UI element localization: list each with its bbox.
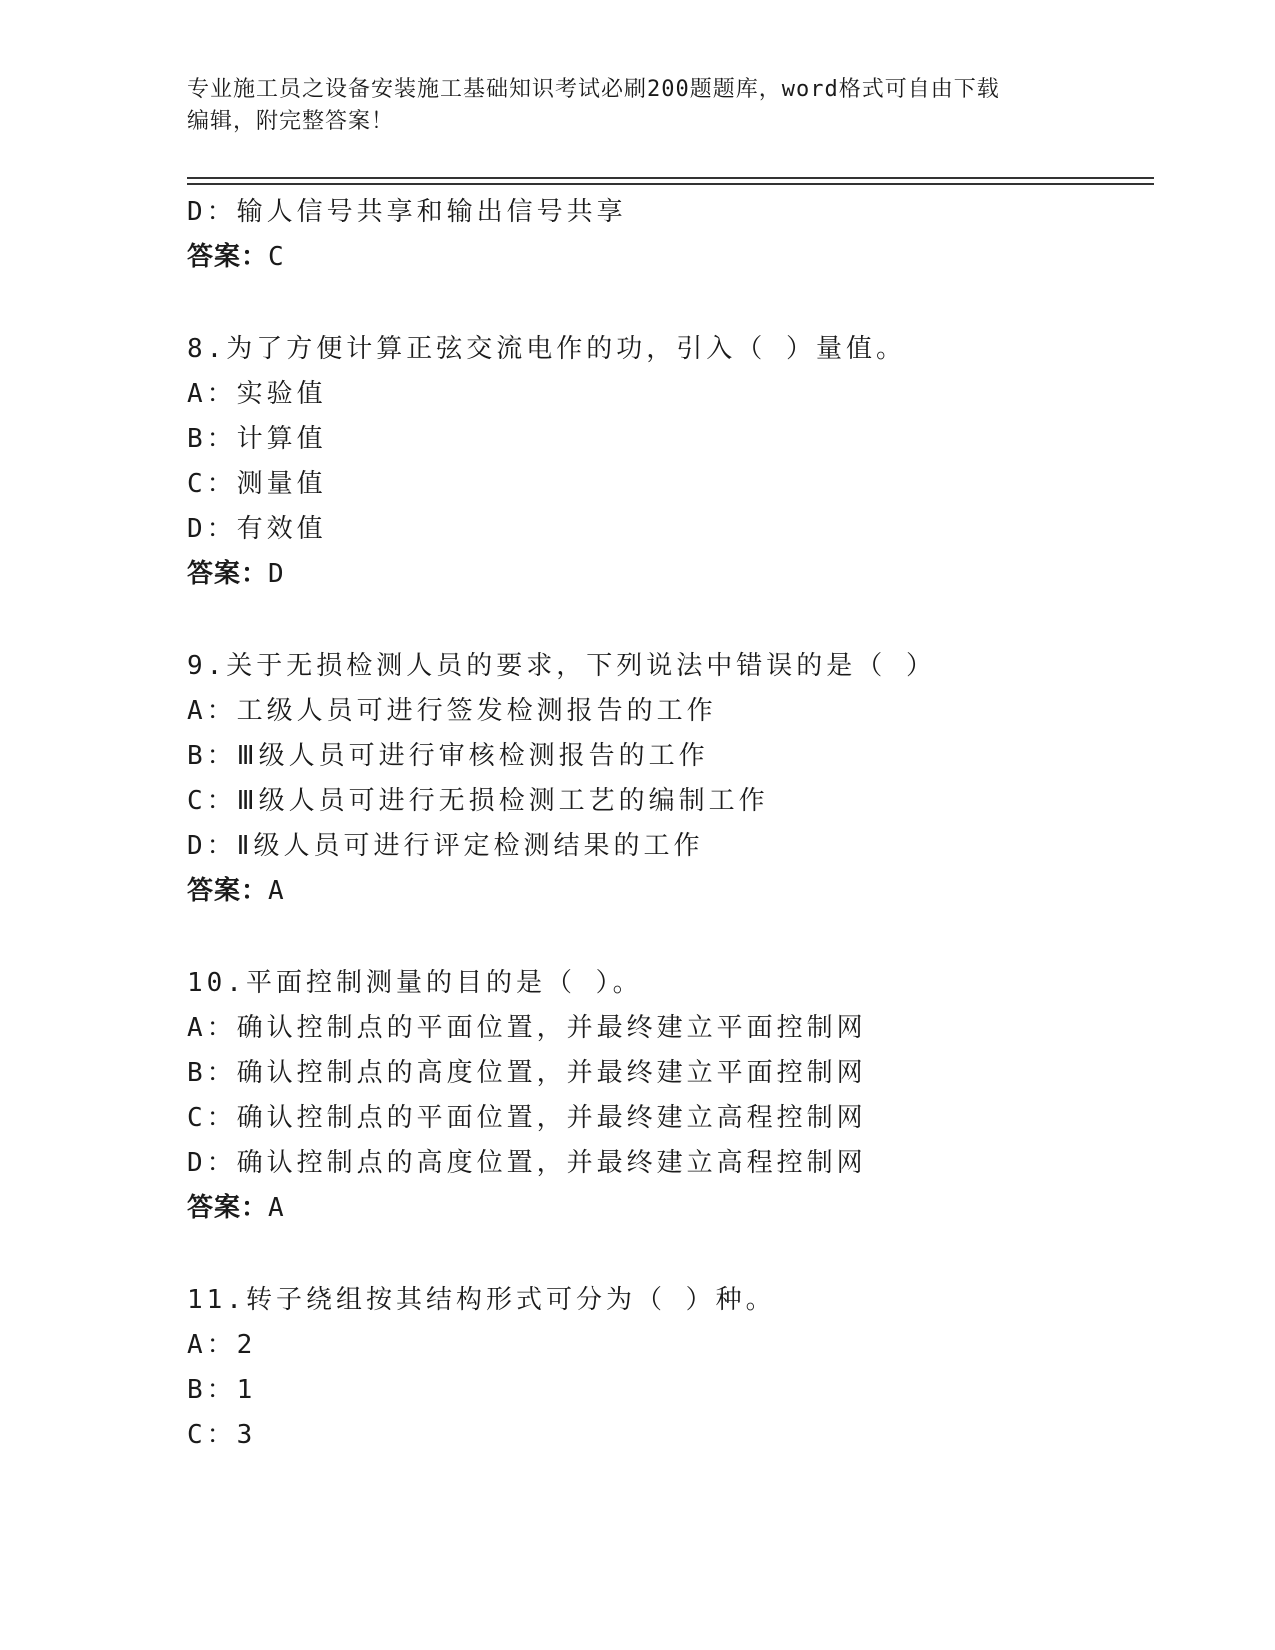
- answer-value: A: [268, 876, 285, 906]
- option-d: D：输人信号共享和输出信号共享: [187, 197, 627, 227]
- answer-label: 答案：: [187, 242, 269, 272]
- option-b: B：1: [187, 1375, 257, 1405]
- question-7-carryover: [187, 190, 1147, 280]
- question-11: [187, 1278, 1147, 1458]
- question-8: [187, 327, 1147, 597]
- answer-value: A: [268, 1193, 285, 1223]
- answer-line: [187, 869, 1147, 914]
- option-c: C：Ⅲ级人员可进行无损检测工艺的编制工作: [187, 786, 769, 816]
- option-b: B：Ⅲ级人员可进行审核检测报告的工作: [187, 741, 709, 771]
- option-c: C：3: [187, 1420, 257, 1450]
- answer-label: 答案：: [187, 559, 269, 589]
- header-divider-bottom: [187, 183, 1154, 185]
- answer-value: D: [268, 559, 285, 589]
- question-separator: [187, 1231, 1147, 1278]
- option-d: D：Ⅱ级人员可进行评定检测结果的工作: [187, 831, 704, 861]
- question-9: [187, 644, 1147, 914]
- header-title-line2: 编辑，附完整答案！: [187, 109, 395, 134]
- answer-line: [187, 1186, 1147, 1231]
- header-title-line1: 专业施工员之设备安装施工基础知识考试必刷200题题库，word格式可自由下载: [187, 77, 1000, 102]
- option-b: B：确认控制点的高度位置，并最终建立平面控制网: [187, 1058, 867, 1088]
- option-d: D：确认控制点的高度位置，并最终建立高程控制网: [187, 1148, 867, 1178]
- question-10: [187, 961, 1147, 1231]
- option-c: C：确认控制点的平面位置，并最终建立高程控制网: [187, 1103, 867, 1133]
- question-stem: 8.为了方便计算正弦交流电作的功，引入（ ）量值。: [187, 334, 906, 364]
- question-stem: 9.关于无损检测人员的要求，下列说法中错误的是（ ）: [187, 651, 936, 681]
- question-separator: [187, 597, 1147, 644]
- question-stem: 10.平面控制测量的目的是（ ）。: [187, 968, 643, 998]
- option-a: A：2: [187, 1330, 257, 1360]
- document-header: [187, 74, 1087, 138]
- answer-value: C: [268, 242, 285, 272]
- option-a: A：工级人员可进行签发检测报告的工作: [187, 696, 717, 726]
- option-a: A：确认控制点的平面位置，并最终建立平面控制网: [187, 1013, 867, 1043]
- answer-line: [187, 235, 1147, 280]
- option-a: A：实验值: [187, 379, 327, 409]
- answer-label: 答案：: [187, 1193, 269, 1223]
- question-stem: 11.转子绕组按其结构形式可分为（ ）种。: [187, 1285, 776, 1315]
- header-divider-top: [187, 177, 1154, 179]
- option-d: D：有效值: [187, 514, 327, 544]
- answer-line: [187, 552, 1147, 597]
- question-separator: [187, 280, 1147, 327]
- document-body: [187, 190, 1147, 1458]
- question-separator: [187, 914, 1147, 961]
- option-c: C：测量值: [187, 469, 327, 499]
- option-b: B：计算值: [187, 424, 327, 454]
- answer-label: 答案：: [187, 876, 269, 906]
